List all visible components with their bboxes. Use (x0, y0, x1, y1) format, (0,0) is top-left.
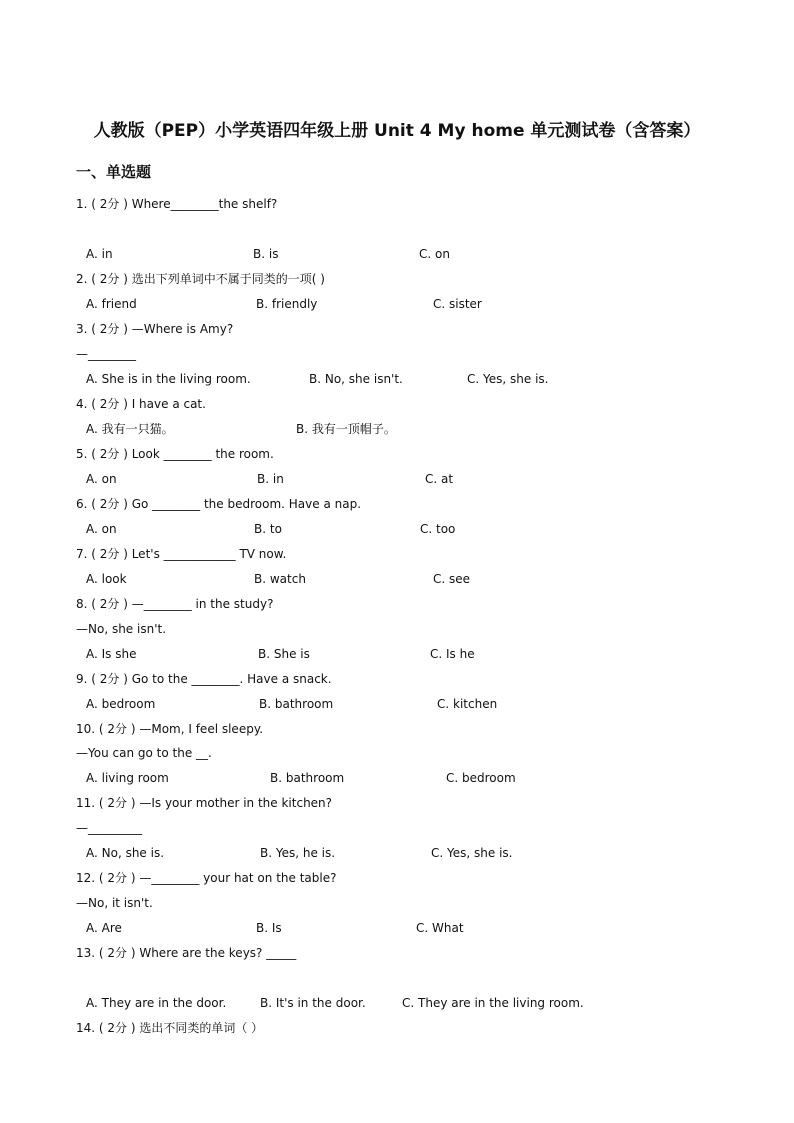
question-8-answer-line: —No, she isn't. (76, 622, 167, 636)
question-9-stem: 9. ( 2分 ) Go to the ________. Have a snack. (76, 672, 332, 686)
q3-option-a[interactable]: A. She is in the living room. (86, 372, 251, 386)
q12-option-c[interactable]: C. What (416, 921, 464, 935)
q6-option-c[interactable]: C. too (420, 522, 456, 536)
q13-option-a[interactable]: A. They are in the door. (86, 996, 227, 1010)
q2-option-c[interactable]: C. sister (433, 297, 482, 311)
question-11-stem: 11. ( 2分 ) —Is your mother in the kitchen? (76, 796, 333, 810)
page-title: 人教版（PEP）小学英语四年级上册 Unit 4 My home 单元测试卷（含答案） (93, 121, 701, 141)
q7-option-c[interactable]: C. see (433, 572, 471, 586)
q11-option-a[interactable]: A. No, she is. (86, 846, 165, 860)
question-1-stem: 1. ( 2分 ) Where________the shelf? (76, 197, 278, 211)
q1-option-c[interactable]: C. on (419, 247, 450, 261)
q11-option-b[interactable]: B. Yes, he is. (260, 846, 336, 860)
q4-option-b[interactable]: B. 我有一顶帽子。 (296, 422, 396, 436)
q7-option-b[interactable]: B. watch (254, 572, 306, 586)
q3-option-b[interactable]: B. No, she isn't. (309, 372, 403, 386)
section-heading: 一、单选题 (76, 163, 152, 181)
question-7-stem: 7. ( 2分 ) Let's ____________ TV now. (76, 547, 287, 561)
q5-option-b[interactable]: B. in (257, 472, 284, 486)
q3-option-c[interactable]: C. Yes, she is. (467, 372, 549, 386)
q6-option-b[interactable]: B. to (254, 522, 282, 536)
q12-option-a[interactable]: A. Are (86, 921, 122, 935)
question-13-stem: 13. ( 2分 ) Where are the keys? _____ (76, 946, 297, 960)
question-3-stem: 3. ( 2分 ) —Where is Amy? (76, 322, 234, 336)
q7-option-a[interactable]: A. look (86, 572, 127, 586)
question-2-stem: 2. ( 2分 ) 选出下列单词中不属于同类的一项( ) (76, 272, 325, 286)
question-11-answer-line: —_________ (76, 821, 142, 835)
question-10-answer-line: —You can go to the __. (76, 746, 212, 760)
q11-option-c[interactable]: C. Yes, she is. (431, 846, 513, 860)
q10-option-a[interactable]: A. living room (86, 771, 169, 785)
question-8-stem: 8. ( 2分 ) —________ in the study? (76, 597, 274, 611)
q5-option-c[interactable]: C. at (425, 472, 454, 486)
q8-option-b[interactable]: B. She is (258, 647, 310, 661)
q4-option-a[interactable]: A. 我有一只猫。 (86, 422, 174, 436)
q1-option-a[interactable]: A. in (86, 247, 113, 261)
q9-option-c[interactable]: C. kitchen (437, 697, 498, 711)
question-14-stem: 14. ( 2分 ) 选出不同类的单词（ ） (76, 1021, 264, 1035)
q13-option-c[interactable]: C. They are in the living room. (402, 996, 584, 1010)
question-10-stem: 10. ( 2分 ) —Mom, I feel sleepy. (76, 722, 264, 736)
q9-option-a[interactable]: A. bedroom (86, 697, 156, 711)
q8-option-a[interactable]: A. Is she (86, 647, 137, 661)
question-4-stem: 4. ( 2分 ) I have a cat. (76, 397, 206, 411)
q10-option-c[interactable]: C. bedroom (446, 771, 516, 785)
question-6-stem: 6. ( 2分 ) Go ________ the bedroom. Have a nap. (76, 497, 362, 511)
q13-option-b[interactable]: B. It's in the door. (260, 996, 366, 1010)
question-3-answer-line: —________ (76, 347, 136, 361)
q8-option-c[interactable]: C. Is he (430, 647, 475, 661)
q6-option-a[interactable]: A. on (86, 522, 117, 536)
question-12-answer-line: —No, it isn't. (76, 896, 153, 910)
question-12-stem: 12. ( 2分 ) —________ your hat on the table? (76, 871, 337, 885)
q12-option-b[interactable]: B. Is (256, 921, 282, 935)
q9-option-b[interactable]: B. bathroom (259, 697, 334, 711)
q1-option-b[interactable]: B. is (253, 247, 279, 261)
q10-option-b[interactable]: B. bathroom (270, 771, 345, 785)
question-5-stem: 5. ( 2分 ) Look ________ the room. (76, 447, 274, 461)
q5-option-a[interactable]: A. on (86, 472, 117, 486)
q2-option-a[interactable]: A. friend (86, 297, 137, 311)
q2-option-b[interactable]: B. friendly (256, 297, 318, 311)
